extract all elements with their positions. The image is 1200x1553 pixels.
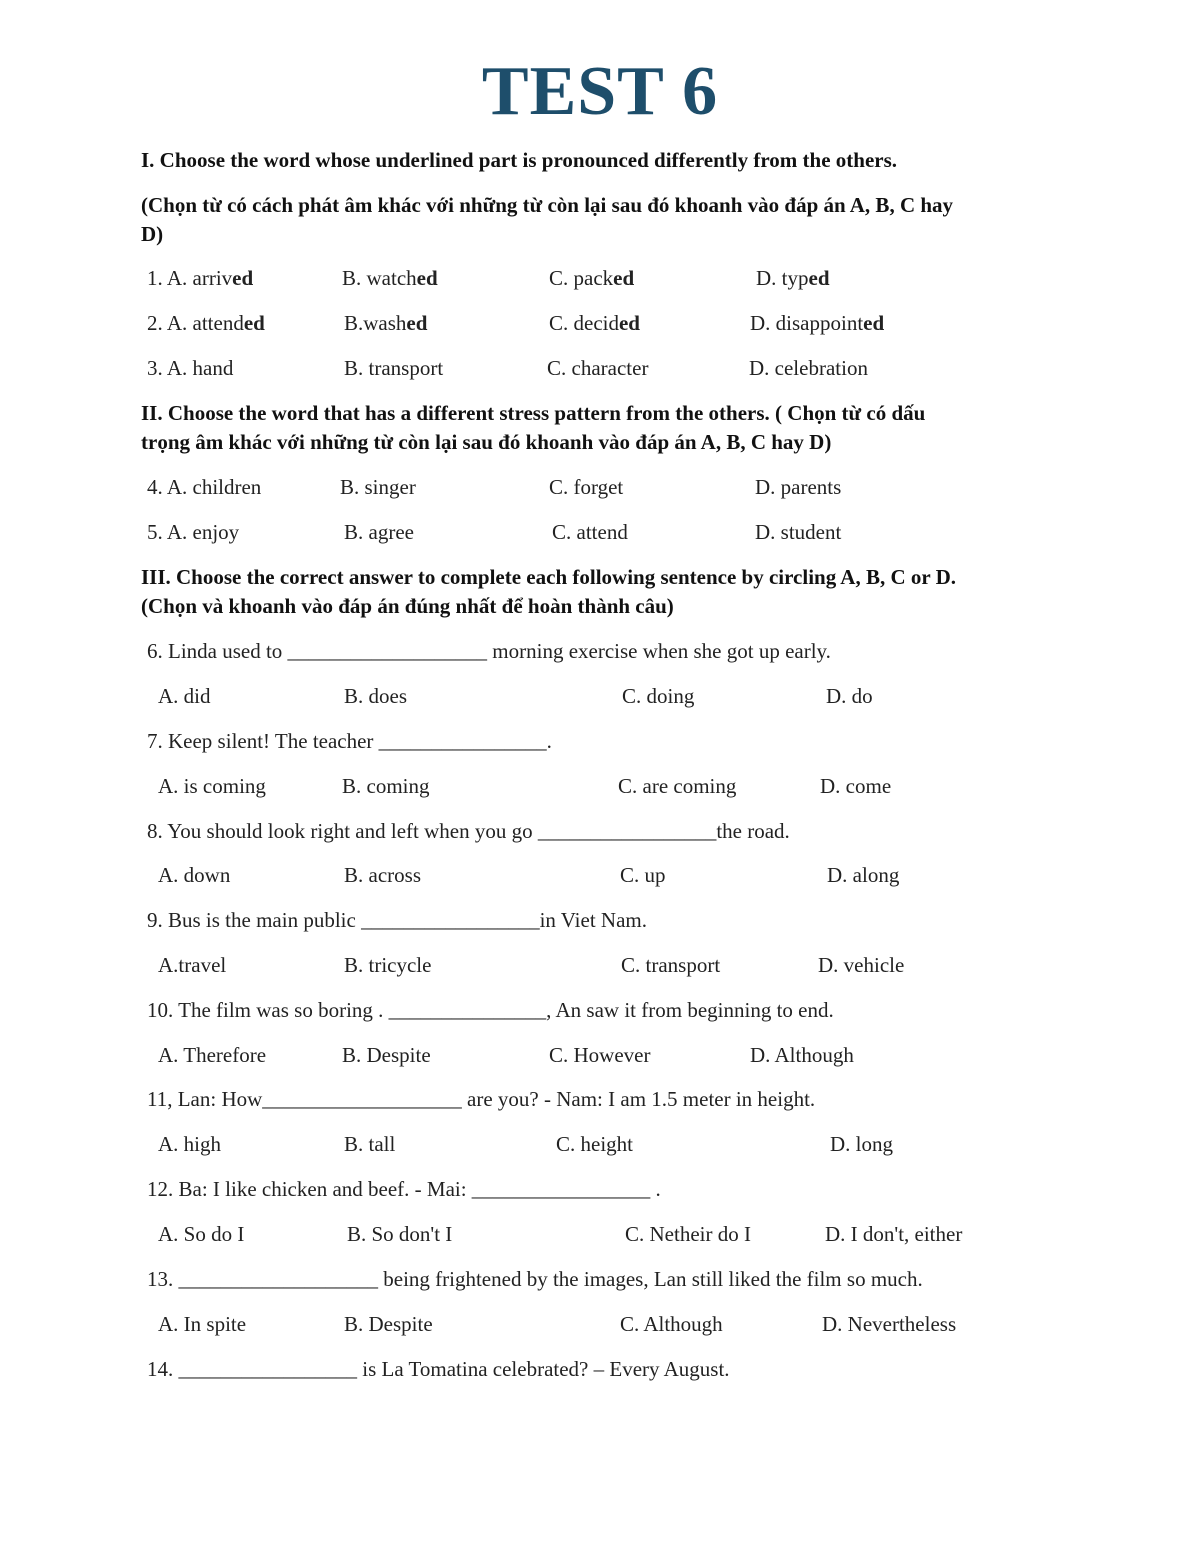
q6-option-d[interactable]: D. do (826, 684, 873, 708)
q1-option-c[interactable] (549, 264, 634, 292)
q7-option-a[interactable]: A. is coming (158, 774, 266, 798)
q6-stem: 6. Linda used to ___________________ morning exercise when she got up early. (147, 639, 831, 663)
q2-option-d[interactable] (750, 309, 884, 337)
q4-option-a[interactable]: 4. A. children (147, 475, 262, 499)
q11-option-c[interactable]: C. height (556, 1132, 633, 1156)
q8-option-d[interactable]: D. along (827, 863, 900, 887)
q1-c-suffix: ed (613, 266, 635, 290)
q11-stem: 11, Lan: How___________________ are you? - Nam: I am 1.5 meter in height. (147, 1087, 816, 1111)
q3-option-c[interactable]: C. character (547, 356, 649, 380)
section-3-heading-line1: III. Choose the correct answer to complete each following sentence by circling A, B, C or D. (141, 565, 957, 589)
section-2-heading-line1: II. Choose the word that has a different stress pattern from the others. ( Chọn từ có dấu (141, 401, 926, 425)
q7-option-d[interactable]: D. come (820, 774, 892, 798)
q4-option-b[interactable]: B. singer (340, 475, 416, 499)
q1-b-stem: B. watch (342, 266, 417, 290)
section-1-instruction-line1: (Chọn từ có cách phát âm khác với những từ còn lại sau đó khoanh vào đáp án A, B, C hay (141, 193, 954, 217)
q10-option-c[interactable]: C. However (549, 1043, 651, 1067)
q12-option-d[interactable]: D. I don't, either (825, 1222, 963, 1246)
q3-option-a[interactable]: 3. A. hand (147, 356, 234, 380)
q12-option-b[interactable]: B. So don't I (347, 1222, 453, 1246)
q13-option-c[interactable]: C. Although (620, 1312, 723, 1336)
q2-option-a[interactable] (147, 309, 265, 337)
q5-option-d[interactable]: D. student (755, 520, 842, 544)
q11-option-d[interactable]: D. long (830, 1132, 893, 1156)
q8-option-a[interactable]: A. down (158, 863, 231, 887)
q11-option-a[interactable]: A. high (158, 1132, 221, 1156)
q7-option-b[interactable]: B. coming (342, 774, 430, 798)
q4-option-d[interactable]: D. parents (755, 475, 842, 499)
q12-option-c[interactable]: C. Netheir do I (625, 1222, 751, 1246)
q2-b-stem: B.wash (344, 311, 407, 335)
q1-a-suffix: ed (232, 266, 254, 290)
section-1-heading: I. Choose the word whose underlined part is pronounced differently from the others. (141, 148, 898, 172)
q10-option-a[interactable]: A. Therefore (158, 1043, 267, 1067)
q1-option-d[interactable] (756, 264, 830, 292)
q4-option-c[interactable]: C. forget (549, 475, 624, 499)
q8-option-b[interactable]: B. across (344, 863, 421, 887)
q8-option-c[interactable]: C. up (620, 863, 666, 887)
page-title: TEST 6 (481, 53, 719, 130)
q1-d-stem: D. typ (756, 266, 809, 290)
q2-c-suffix: ed (618, 311, 640, 335)
q6-option-b[interactable]: B. does (344, 684, 407, 708)
q8-stem: 8. You should look right and left when you go _________________the road. (147, 819, 790, 843)
q5-option-b[interactable]: B. agree (344, 520, 414, 544)
q12-stem: 12. Ba: I like chicken and beef. - Mai: _________________ . (147, 1177, 661, 1201)
q9-option-b[interactable]: B. tricycle (344, 953, 432, 977)
q6-option-a[interactable]: A. did (158, 684, 211, 708)
q5-option-c[interactable]: C. attend (552, 520, 628, 544)
q9-option-a[interactable]: A.travel (158, 953, 227, 977)
q13-stem: 13. ___________________ being frightened by the images, Lan still liked the film so much. (147, 1267, 923, 1291)
q1-a-stem: 1. A. arriv (147, 266, 233, 290)
q7-option-c[interactable]: C. are coming (618, 774, 737, 798)
q12-option-a[interactable]: A. So do I (158, 1222, 245, 1246)
q10-option-b[interactable]: B. Despite (342, 1043, 431, 1067)
q2-b-suffix: ed (406, 311, 428, 335)
q2-d-stem: D. disappoint (750, 311, 864, 335)
q3-option-d[interactable]: D. celebration (749, 356, 868, 380)
q2-d-suffix: ed (863, 311, 885, 335)
q5-option-a[interactable]: 5. A. enjoy (147, 520, 240, 544)
q13-option-a[interactable]: A. In spite (158, 1312, 247, 1336)
q2-c-stem: C. decid (549, 311, 619, 335)
section-2-heading-line2: trọng âm khác với những từ còn lại sau đó khoanh vào đáp án A, B, C hay D) (141, 430, 832, 454)
q2-a-suffix: ed (243, 311, 265, 335)
q1-d-suffix: ed (808, 266, 830, 290)
q13-option-d[interactable]: D. Nevertheless (822, 1312, 957, 1336)
q11-option-b[interactable]: B. tall (344, 1132, 396, 1156)
q6-option-c[interactable]: C. doing (622, 684, 695, 708)
q1-option-b[interactable] (342, 264, 438, 292)
q10-option-d[interactable]: D. Although (750, 1043, 854, 1067)
q1-b-suffix: ed (416, 266, 438, 290)
section-3-heading-line2: (Chọn và khoanh vào đáp án đúng nhất để hoàn thành câu) (141, 594, 674, 618)
q14-stem: 14. _________________ is La Tomatina celebrated? – Every August. (147, 1357, 730, 1381)
q13-option-b[interactable]: B. Despite (344, 1312, 433, 1336)
section-1-instruction-line2: D) (141, 222, 164, 246)
q2-option-b[interactable] (344, 309, 427, 337)
q2-a-stem: 2. A. attend (147, 311, 244, 335)
q1-c-stem: C. pack (549, 266, 614, 290)
q1-option-a[interactable] (147, 264, 253, 292)
q3-option-b[interactable]: B. transport (344, 356, 444, 380)
q10-stem: 10. The film was so boring . _______________, An saw it from beginning to end. (147, 998, 834, 1022)
q9-stem: 9. Bus is the main public _________________in Viet Nam. (147, 908, 647, 932)
q9-option-d[interactable]: D. vehicle (818, 953, 905, 977)
q9-option-c[interactable]: C. transport (621, 953, 721, 977)
q7-stem: 7. Keep silent! The teacher ________________. (147, 729, 552, 753)
q2-option-c[interactable] (549, 309, 640, 337)
